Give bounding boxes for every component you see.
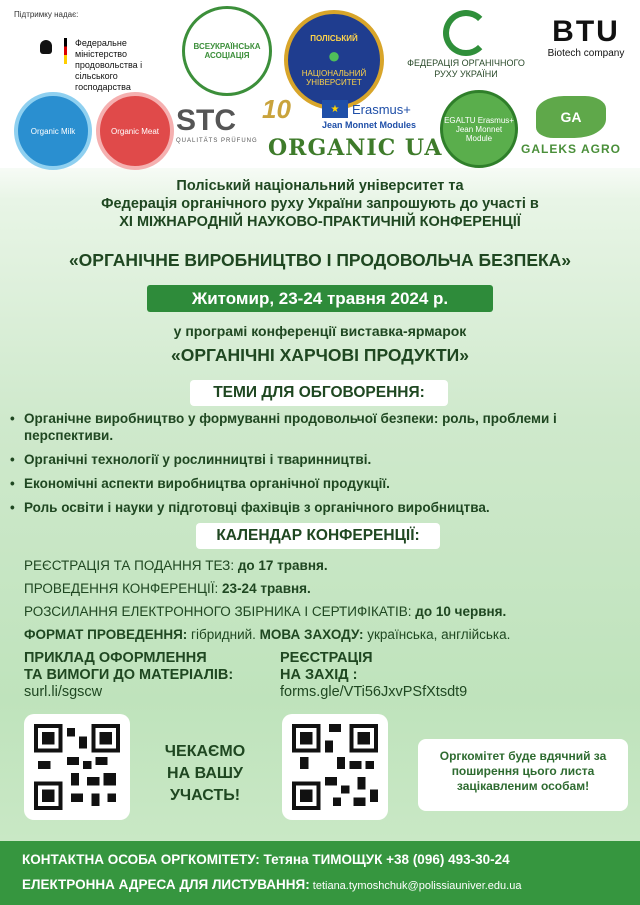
program-note: у програмі конференції виставка-ярмарок [173,323,467,339]
materials-qr-code[interactable] [24,714,130,820]
topics-list [10,410,630,523]
erasmus-logo: ★ Erasmus+ Jean Monnet Modules [322,101,417,130]
calendar-row: РОЗСИЛАННЯ ЕЛЕКТРОННОГО ЗБІРНИКА І СЕРТИФІКАТІВ: до 10 червня. [24,604,507,619]
association-logo: ВСЕУКРАЇНСЬКА АСОЦІАЦІЯ [182,6,272,96]
contact-line: КОНТАКТНА ОСОБА ОРГКОМІТЕТУ: Тетяна ТИМОЩУК +38 (096) 493-30-24 [22,852,510,867]
bullet-icon: • [10,452,15,467]
eu-flag-icon: ★ [322,100,348,118]
federation-logo: ФЕДЕРАЦІЯ ОРГАНІЧНОГО РУХУ УКРАЇНИ [398,10,534,80]
calendar-row: ПРОВЕДЕННЯ КОНФЕРЕНЦІЇ: 23-24 травня. [24,581,311,596]
logo-header [0,0,640,168]
organic-ua-logo: ORGANIC UA [268,135,443,161]
thanks-note: Оргкомітет буде вдячний за поширення цього листа зацікавленим особам! [418,739,628,811]
btu-logo: BTU Biotech company [547,15,625,59]
invitation-text: Поліський національний університет та Федерація органічного руху України запрошують до участі в XI МІЖНАРОДНІЙ НАУКОВО-ПРАКТИЧНІЙ КОНФЕРЕНЦІЇ [101,178,539,230]
qr-code-icon [34,724,120,810]
organic-milk-logo: Organic Milk [14,92,92,170]
materials-block: ПРИКЛАД ОФОРМЛЕННЯ ТА ВИМОГИ ДО МАТЕРІАЛІВ: surl.li/sgscw [24,650,234,700]
qr-code-icon [292,724,378,810]
stc-logo: STC QUALITÄTS PRÜFUNG [176,104,258,144]
bullet-icon: • [10,500,15,515]
contact-footer [0,841,640,905]
materials-link[interactable]: surl.li/sgscw [24,684,103,700]
list-item: • Органічне виробництво у формуванні продовольчої безпеки: роль, проблеми і перспективи. [10,411,557,443]
federation-mark-icon [443,10,489,56]
conference-title: «ОРГАНІЧНЕ ВИРОБНИЦТВО І ПРОДОВОЛЬЧА БЕЗПЕКА» [68,250,572,270]
topics-heading: ТЕМИ ДЛЯ ОБГОВОРЕННЯ: [190,380,448,406]
german-flag-icon [64,38,67,64]
date-place-badge: Житомир, 23-24 травня 2024 р. [147,285,493,312]
registration-block: РЕЄСТРАЦІЯ НА ЗАХІД : forms.gle/VTi56JxvPSfXtsdt9 [280,650,468,700]
bmel-logo [36,38,175,93]
list-item: • Роль освіти і науки у підготовці фахівців з органічного виробництва. [10,500,490,515]
support-label: Підтримку надає: [14,10,79,19]
list-item: • Економічні аспекти виробництва органічної продукції. [10,476,390,491]
email-line: ЕЛЕКТРОННА АДРЕСА ДЛЯ ЛИСТУВАННЯ: tetiana.tymoshchuk@polissiauniver.edu.ua [22,877,522,892]
bullet-icon: • [10,476,15,491]
list-item: • Органічні технології у рослинництві і тваринництві. [10,452,372,467]
organic-meat-logo: Organic Meat [96,92,174,170]
calendar-heading: КАЛЕНДАР КОНФЕРЕНЦІЇ: [196,523,440,549]
calendar-list [24,557,624,649]
globe-icon: ● [327,42,341,68]
polissia-logo: ПОЛІСЬКИЙ ● НАЦІОНАЛЬНИЙ УНІВЕРСИТЕТ [284,10,384,110]
fair-title: «ОРГАНІЧНІ ХАРЧОВІ ПРОДУКТИ» [171,345,469,365]
email-link[interactable]: tetiana.tymoshchuk@polissiauniver.edu.ua [309,880,522,892]
egaltu-logo: EGALTU Erasmus+ Jean Monnet Module [440,90,518,168]
wait-message: ЧЕКАЄМО НА ВАШУ УЧАСТЬ! [164,743,246,804]
registration-qr-code[interactable] [282,714,388,820]
registration-link[interactable]: forms.gle/VTi56JxvPSfXtsdt9 [280,684,468,700]
eagle-icon [36,38,56,62]
bullet-icon: • [10,411,15,426]
bmel-text: Федеральне міністерство продовольства і сільського господарства [75,38,143,92]
ukraine-map-icon: GA [536,96,606,138]
calendar-row: ФОРМАТ ПРОВЕДЕННЯ: гібридний. МОВА ЗАХОДУ: українська, англійська. [24,627,511,642]
anniversary-logo: 10 [262,94,291,124]
galeks-logo: GA GALEKS AGRO [516,96,626,156]
calendar-row: РЕЄСТРАЦІЯ ТА ПОДАННЯ ТЕЗ: до 17 травня. [24,558,328,573]
